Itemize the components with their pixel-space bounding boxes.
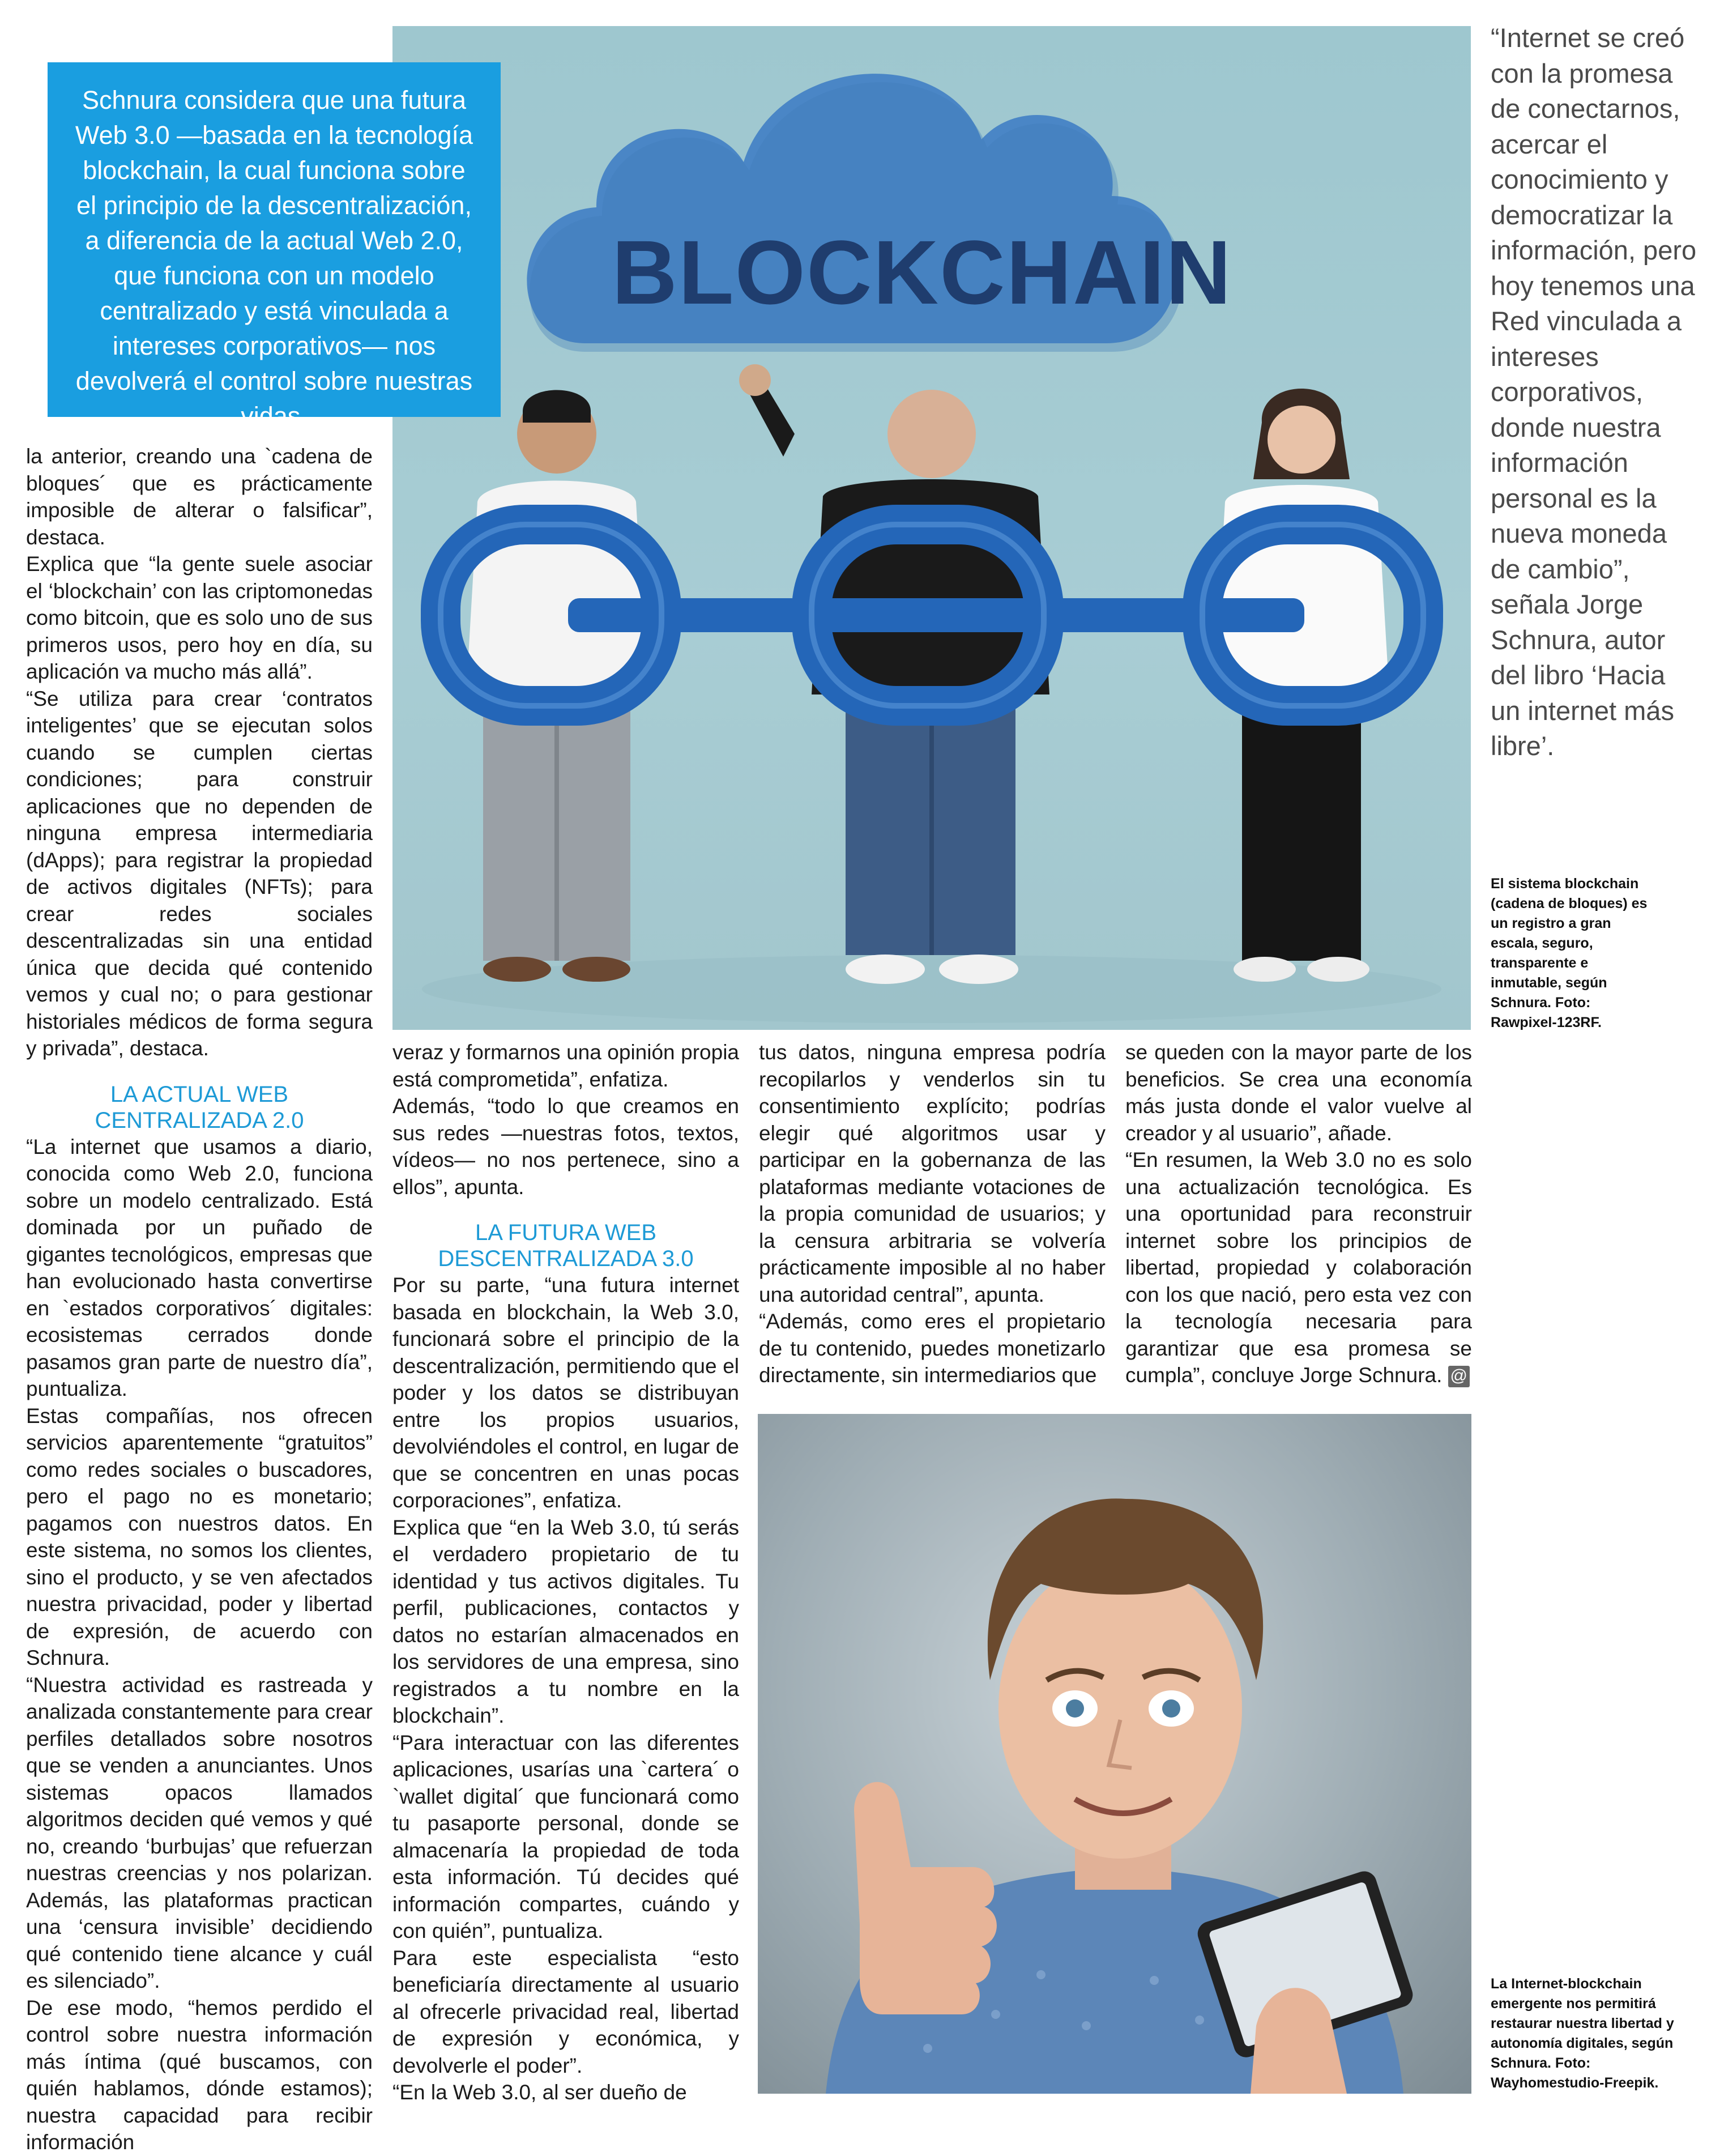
col2-paragraph: veraz y formarnos una opinión propia está comprometida”, enfatiza. — [392, 1041, 739, 1091]
col2-subhead — [392, 1220, 739, 1272]
col2-paragraph: “Para interactuar con las diferentes aplicaciones, usarías una `cartera´ o `wallet digital´ que funcionará como tu pasaporte personal, donde se almacenaría la propiedad de toda esta información. Tú decides qué información compartes, cuándo y con quién”, puntualiza. — [392, 1731, 739, 1942]
col2-paragraph: Explica que “en la Web 3.0, tú serás el verdadero propietario de tu identidad y tus activos digitales. Tu perfil, publicaciones, contactos y datos no estarían almacenados en los servidores de una empresa, sino registrados a tu nombre en la blockchain”. — [392, 1515, 739, 1727]
cloud-word: BLOCKCHAIN — [612, 221, 1232, 323]
col2-paragraph: Para este especialista “esto beneficiaría directamente al usuario al ofrecerle privacidad real, libertad de expresión y económica, y devolverle el poder”. — [392, 1946, 739, 2077]
col1-paragraph: la anterior, creando una `cadena de bloques´ que es prácticamente imposible de alterar o falsificar”, destaca. — [26, 445, 373, 549]
column-2 — [392, 1039, 739, 2106]
pull-quote: “Internet se creó con la promesa de conectarnos, acercar el conocimiento y democratizar la información, pero hoy tenemos una Red vinculada a intereses corporativos, donde nuestra información personal es la nueva moneda de cambio”, señala Jorge Schnura, autor del libro ‘Hacia un internet más libre’. — [1491, 23, 1697, 761]
col4-paragraph: se queden con la mayor parte de los beneficios. Se crea una economía más justa donde el valor vuelve al creador y al usuario”, añade. — [1125, 1041, 1472, 1145]
column-4 — [1125, 1039, 1472, 1389]
col1-subhead-line2: CENTRALIZADA 2.0 — [95, 1107, 304, 1133]
blockchain-photo — [392, 26, 1471, 1030]
col2-paragraph: “En la Web 3.0, al ser dueño de — [392, 2081, 687, 2104]
col2-subhead-line2: DESCENTRALIZADA 3.0 — [438, 1246, 694, 1271]
col4-paragraph-text: “En resumen, la Web 3.0 no es solo una actualización tecnológica. Es una oportunidad para reconstruir internet sobre los principios de libertad, propiedad y colaboración con los que nació, pero esta vez con la tecnología necesaria para garantizar que esa promesa se cumpla”, concluye Jorge Schnura. — [1125, 1148, 1472, 1387]
col2-paragraph: Además, “todo lo que creamos en sus redes —nuestras fotos, textos, vídeos— no nos pertenece, sino a ellos”, apunta. — [392, 1094, 739, 1199]
col1-paragraph: “Nuestra actividad es rastreada y analizada constantemente para crear perfiles detallados sobre nosotros que se venden a anunciantes. Unos sistemas opacos llamados algoritmos deciden qué vemos y qué no, creando ‘burbujas’ que refuerzan nuestras creencias y nos polarizan. Además, las plataformas practican una ‘censura invisible’ decidiendo qué contenido tiene alcance y cuál es silenciado”. — [26, 1673, 373, 1992]
thumbs-up-illustration — [758, 1414, 1471, 2094]
col4-paragraph — [1125, 1147, 1472, 1389]
col2-subhead-line1: LA FUTURA WEB — [475, 1220, 657, 1245]
highlight-box: Schnura considera que una futura Web 3.0 —basada en la tecnología blockchain, la cual funciona sobre el principio de la descentralización, a diferencia de la actual Web 2.0, que funciona con un modelo centralizado y está vinculada a intereses corporativos— nos devolverá el control sobre nuestras vidas. — [48, 62, 501, 417]
col1-paragraph: De ese modo, “hemos perdido el control sobre nuestra información más íntima (qué buscamos, con quién hablamos, dónde estamos); nuestra capacidad para recibir información — [26, 1996, 373, 2154]
column-3 — [759, 1039, 1106, 1389]
col3-paragraph: tus datos, ninguna empresa podría recopilarlos y venderlos sin tu consentimiento explícito; podrías elegir qué algoritmos usar y participar en la gobernanza de las plataformas mediante votaciones de la propia comunidad de usuarios; y la censura arbitraria se volvería prácticamente imposible al no haber una autoridad central”, apunta. — [759, 1041, 1106, 1306]
blockchain-illustration — [392, 26, 1471, 1030]
col3-paragraph: “Además, como eres el propietario de tu contenido, puedes monetizarlo directamente, sin intermediarios que — [759, 1310, 1106, 1387]
end-mark-icon: @ — [1448, 1366, 1470, 1387]
col1-subhead-line1: LA ACTUAL WEB — [110, 1081, 289, 1107]
col1-paragraph: Explica que “la gente suele asociar el ‘blockchain’ con las criptomonedas como bitcoin, que es solo uno de sus primeros usos, pero hoy en día, su aplicación va mucho más allá”. — [26, 552, 373, 683]
col1-paragraph: “La internet que usamos a diario, conocida como Web 2.0, funciona sobre un modelo centralizado. Está dominada por un puñado de gigantes tecnológicos, empresas que han evolucionado hasta convertirse en `estados corporativos´ digitales: ecosistemas cerrados donde pasamos gran parte de nuestro día”, puntualiza. — [26, 1135, 373, 1400]
thumbs-up-photo — [758, 1414, 1471, 2094]
top-photo-caption: El sistema blockchain (cadena de bloques) es un registro a gran escala, seguro, transparente e inmutable, según Schnura. Foto: Rawpixel-123RF. — [1491, 876, 1648, 1030]
col1-paragraph: Estas compañías, nos ofrecen servicios aparentemente “gratuitos” como redes sociales o buscadores, pero el pago no es monetario; pagamos con nuestros datos. En este sistema, no somos los clientes, sino el producto, y se ven afectados nuestra privacidad, poder y libertad de expresión, de acuerdo con Schnura. — [26, 1404, 373, 1669]
column-1 — [26, 443, 373, 2156]
col1-paragraph: “Se utiliza para crear ‘contratos inteligentes’ que se ejecutan solos cuando se cumplen ciertas condiciones; para construir aplicaciones que no dependen de ninguna empresa intermediaria (dApps); para registrar la propiedad de activos digitales (NFTs); para crear redes sociales descentralizadas sin una entidad única que decida qué contenido vemos y cual no; o para gestionar historiales médicos de forma segura y privada”, destaca. — [26, 687, 373, 1060]
col1-subhead — [26, 1081, 373, 1134]
col2-paragraph: Por su parte, “una futura internet basada en blockchain, la Web 3.0, funcionará sobre el principio de la descentralización, permitiendo que el poder y los datos se distribuyan entre los propios usuarios, devolviéndoles el control, en lugar de que se concentren en unas pocas corporaciones”, enfatiza. — [392, 1273, 739, 1512]
bottom-photo-caption: La Internet-blockchain emergente nos permitirá restaurar nuestra libertad y autonomía digitales, según Schnura. Foto: Wayhomestudio-Freepik. — [1491, 1976, 1674, 2091]
